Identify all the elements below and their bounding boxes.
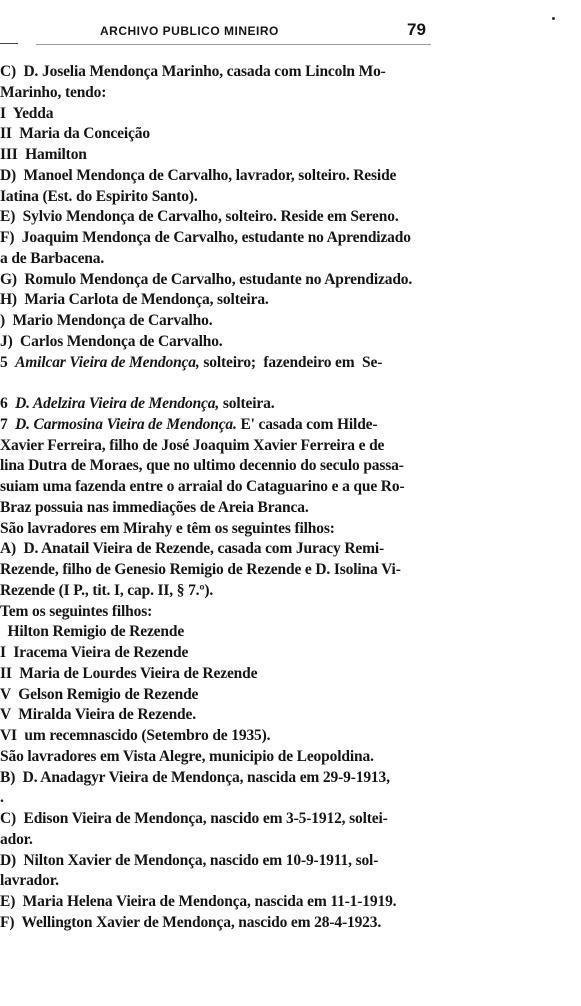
- text-line: [0, 290, 269, 310]
- text-span: F) Wellington Xavier de Mendonça, nascido em 28-4-1923.: [0, 913, 382, 931]
- italic-name: D. Adelzira Vieira de Mendonça,: [15, 395, 220, 412]
- text-line: [0, 477, 404, 497]
- text-line: [0, 685, 198, 705]
- text-line: [0, 332, 223, 352]
- text-line: [0, 788, 4, 808]
- text-span: VI um recemnascido (Setembro de 1935).: [0, 727, 271, 744]
- text-span: J) Carlos Mendonça de Carvalho.: [0, 332, 223, 350]
- text-span: Iatina (Est. do Espirito Santo).: [0, 187, 198, 205]
- text-line: [0, 104, 53, 124]
- text-span: E) Sylvio Mendonça de Carvalho, solteiro. Reside em Sereno.: [0, 208, 399, 226]
- text-span: G) Romulo Mendonça de Carvalho, estudante no Aprendizado.: [0, 270, 413, 288]
- text-span: São lavradores em Mirahy e têm os seguintes filhos:: [0, 519, 335, 537]
- text-line: [0, 851, 378, 871]
- text-line: [0, 436, 384, 456]
- text-line: [0, 643, 188, 663]
- speck: [552, 17, 555, 20]
- text-span: E' casada com Hilde-: [236, 415, 378, 433]
- text-span: E) Maria Helena Vieira de Mendonça, nascida em 11-1-1919.: [0, 893, 397, 910]
- text-line: [0, 602, 152, 622]
- text-span: .: [0, 789, 4, 807]
- text-line: [0, 415, 377, 435]
- text-span: 6: [0, 395, 16, 412]
- page-header: [0, 20, 581, 46]
- text-line: [0, 456, 404, 476]
- text-line: [0, 270, 412, 290]
- text-line: [0, 124, 150, 144]
- text-line: [0, 871, 59, 891]
- running-title: ARCHIVO PUBLICO MINEIRO: [100, 24, 279, 38]
- text-line: [0, 830, 33, 850]
- text-span: Tem os seguintes filhos:: [0, 602, 153, 620]
- text-line: [0, 705, 196, 725]
- text-span: I Yedda: [0, 104, 54, 122]
- text-line: [0, 539, 384, 559]
- text-span: solteiro; fazendeiro em Se-: [199, 353, 383, 371]
- text-span: Rezende (I P., tit. I, cap. II, § 7.º).: [0, 581, 214, 599]
- text-span: Xavier Ferreira, filho de José Joaquim Xavier Ferreira e de: [0, 436, 385, 454]
- text-line: [0, 207, 399, 227]
- text-span: H) Maria Carlota de Mendonça, solteira.: [0, 291, 269, 309]
- text-span: F) Joaquim Mendonça de Carvalho, estudante no Aprendizado: [0, 229, 411, 246]
- text-span: II Maria da Conceição: [0, 125, 150, 143]
- header-rule: [36, 44, 431, 45]
- text-line: [0, 747, 374, 767]
- text-line: [0, 498, 309, 518]
- text-line: [0, 62, 386, 82]
- text-line: [0, 664, 257, 684]
- text-span: Hilton Remigio de Rezende: [0, 623, 185, 641]
- text-span: D) Nilton Xavier de Mendonça, nascido em 10-9-1911, sol-: [0, 851, 379, 869]
- italic-name: D. Carmosina Vieira de Mendonça.: [15, 415, 237, 433]
- text-span: I Iracema Vieira de Rezende: [0, 644, 189, 661]
- text-span: C) Edison Vieira de Mendonça, nascido em 3-5-1912, soltei-: [0, 810, 388, 827]
- text-span: suiam uma fazenda entre o arraial do Cataguarino e a que Ro-: [0, 478, 405, 495]
- text-line: [0, 768, 390, 788]
- text-line: [0, 166, 396, 186]
- text-span: lina Dutra de Moraes, que no ultimo decennio do seculo passa-: [0, 457, 404, 475]
- text-span: D) Manoel Mendonça de Carvalho, lavrador, solteiro. Reside: [0, 166, 397, 184]
- text-span: A) D. Anatail Vieira de Rezende, casada com Juracy Remi-: [0, 540, 385, 558]
- text-span: solteira.: [219, 395, 275, 412]
- text-line: [0, 913, 381, 933]
- page-number: 79: [407, 20, 426, 39]
- text-span: III Hamilton: [0, 146, 87, 163]
- text-line: [0, 353, 382, 373]
- text-span: ador.: [0, 830, 33, 848]
- text-span: a de Barbacena.: [0, 249, 105, 267]
- text-line: [0, 311, 212, 331]
- text-span: 7: [0, 415, 16, 433]
- text-line: [0, 809, 388, 829]
- text-span: São lavradores em Vista Alegre, municipio de Leopoldina.: [0, 747, 374, 765]
- text-span: V Gelson Remigio de Rezende: [0, 685, 199, 703]
- text-line: [0, 519, 335, 539]
- text-span: Rezende, filho de Genesio Remigio de Rezende e D. Isolina Vi-: [0, 561, 401, 578]
- text-line: [0, 560, 401, 580]
- text-line: [0, 581, 213, 601]
- text-span: Marinho, tendo:: [0, 83, 107, 101]
- italic-name: Amilcar Vieira de Mendonça,: [15, 353, 200, 371]
- text-line: [0, 228, 411, 248]
- text-span: lavrador.: [0, 872, 59, 890]
- text-line: [0, 83, 106, 103]
- text-line: [0, 145, 87, 165]
- text-span: 5: [0, 353, 16, 371]
- text-span: V Miralda Vieira de Rezende.: [0, 706, 196, 724]
- text-line: [0, 892, 396, 912]
- text-line: [0, 622, 184, 642]
- text-line: [0, 249, 104, 269]
- header-rule-short: [0, 43, 18, 44]
- text-line: [0, 394, 274, 414]
- text-span: Braz possuia nas immediações de Areia Branca.: [0, 498, 309, 516]
- text-span: B) D. Anadagyr Vieira de Mendonça, nascida em 29-9-1913,: [0, 768, 390, 786]
- text-line: [0, 187, 198, 207]
- text-span: II Maria de Lourdes Vieira de Rezende: [0, 664, 258, 682]
- text-span: C) D. Joselia Mendonça Marinho, casada com Lincoln Mo-: [0, 63, 386, 80]
- text-line: [0, 726, 270, 746]
- text-span: ) Mario Mendonça de Carvalho.: [0, 312, 213, 329]
